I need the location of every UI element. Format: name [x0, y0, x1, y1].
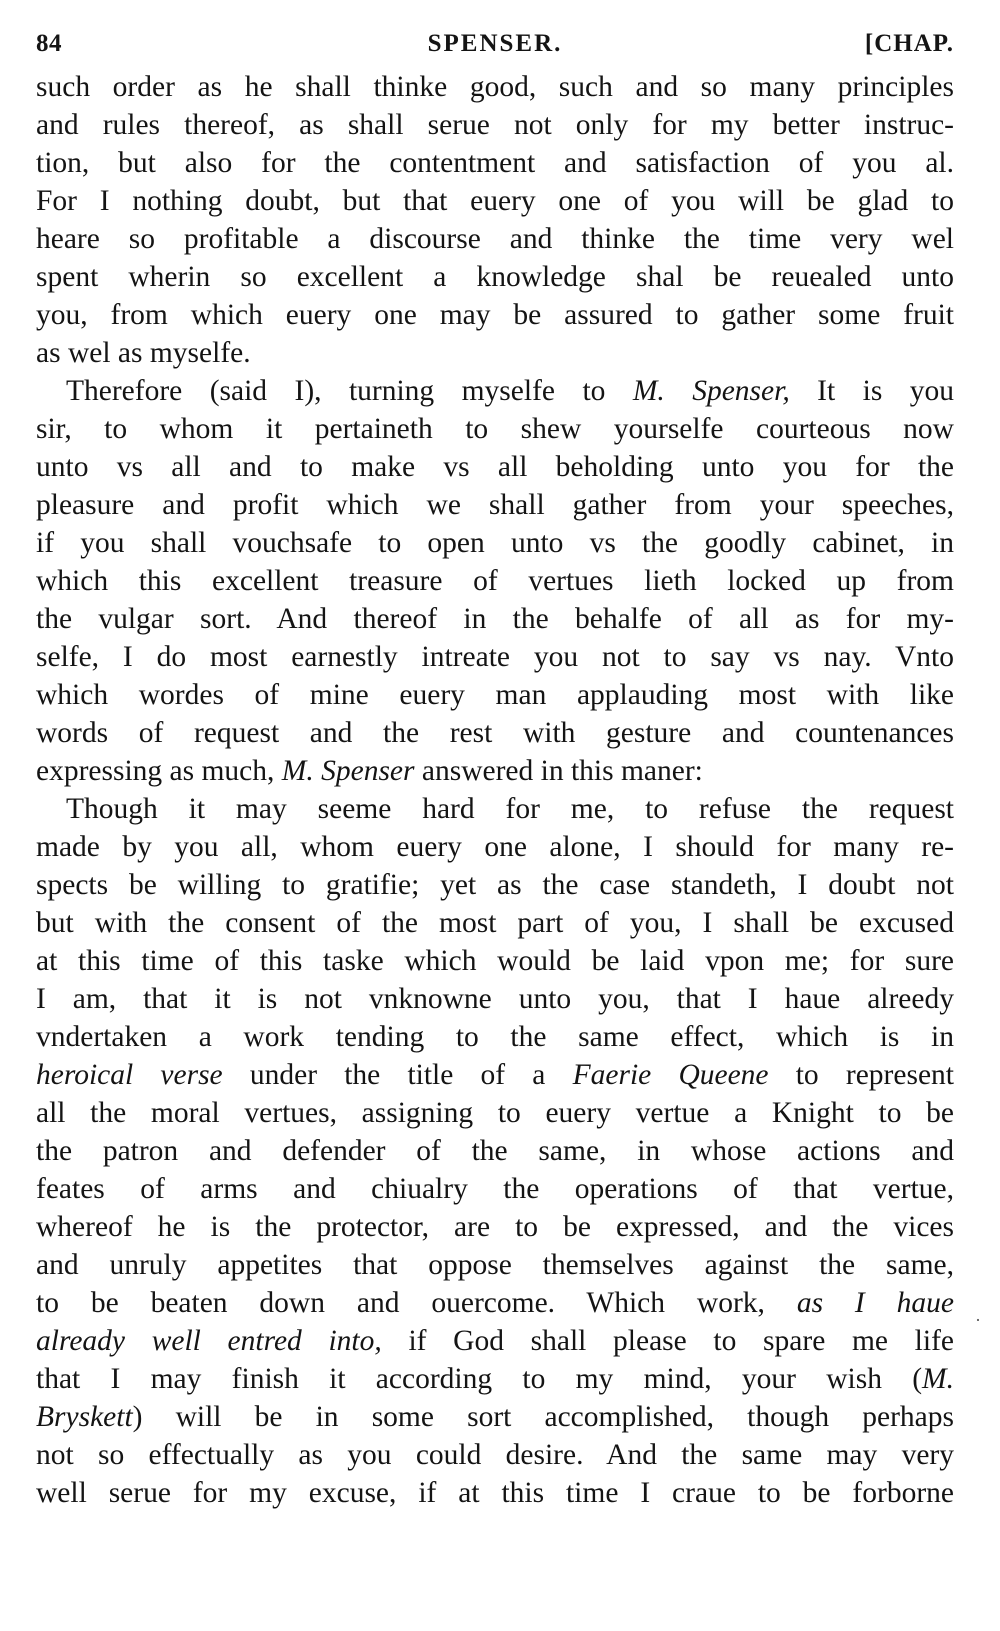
text-line: whereof he is the protector, are to be expressed, and the vices [36, 1211, 954, 1243]
text-line: well serue for my excuse, if at this time I craue to be forborne [36, 1477, 954, 1509]
text-segment: expressing as much, [36, 755, 282, 787]
text-segment: to be beaten down and ouercome. Which work, [36, 1287, 797, 1319]
text-line: at this time of this taske which would be laid vpon me; for sure [36, 945, 954, 977]
text-segment: answered in this maner: [414, 755, 703, 787]
text-segment: ) will be in some sort accomplished, though perhaps [132, 1401, 954, 1433]
text-line: the vulgar sort. And thereof in the behalfe of all as for my- [36, 603, 954, 635]
text-segment: that I may finish it according to my mind, your wish ( [36, 1363, 923, 1395]
text-line [36, 1284, 954, 1322]
text-line: tion, but also for the contentment and satisfaction of you al. [36, 147, 954, 179]
italic-segment: heroical verse [36, 1059, 223, 1091]
text-line: unto vs all and to make vs all beholding unto you for the [36, 451, 954, 483]
running-title: SPENSER. [427, 30, 563, 57]
text-line: I am, that it is not vnknowne unto you, that I haue alreedy [36, 983, 954, 1015]
text-segment: Therefore (said I), turning myselfe to [66, 375, 633, 407]
text-segment: if God shall please to spare me life [381, 1325, 954, 1357]
text-line: if you shall vouchsafe to open unto vs the goodly cabinet, in [36, 527, 954, 559]
text-segment: to represent [768, 1059, 954, 1091]
margin-mark: · [975, 1310, 981, 1330]
body-text [36, 68, 954, 1512]
text-line: vndertaken a work tending to the same effect, which is in [36, 1021, 954, 1053]
text-line [36, 1398, 954, 1436]
text-line: feates of arms and chiualry the operations of that vertue, [36, 1173, 954, 1205]
text-line: sir, to whom it pertaineth to shew yourselfe courteous now [36, 413, 954, 445]
text-line: Though it may seeme hard for me, to refuse the request [66, 793, 954, 825]
text-line: which wordes of mine euery man applauding most with like [36, 679, 954, 711]
text-line: and rules thereof, as shall serue not only for my better instruc- [36, 109, 954, 141]
italic-segment: as I haue [796, 1287, 954, 1319]
text-line: spects be willing to gratifie; yet as the case standeth, I doubt not [36, 869, 954, 901]
text-line: words of request and the rest with gesture and countenances [36, 717, 954, 749]
text-line: such order as he shall thinke good, such and so many principles [36, 71, 954, 103]
text-segment: It is you [789, 375, 955, 407]
text-line: For I nothing doubt, but that euery one of you will be glad to [36, 185, 954, 217]
text-line: as wel as myselfe. [36, 337, 251, 369]
text-line: pleasure and profit which we shall gather from your speeches, [36, 489, 954, 521]
italic-segment: M. Spenser [281, 755, 415, 787]
chapter-marker: [CHAP. [864, 30, 954, 57]
text-line: made by you all, whom euery one alone, I should for many re- [36, 831, 954, 863]
text-line: spent wherin so excellent a knowledge shal be reuealed unto [36, 261, 954, 293]
italic-segment: M. [922, 1363, 954, 1395]
text-line: not so effectually as you could desire. And the same may very [36, 1439, 954, 1471]
italic-segment: Faerie Queene [572, 1059, 769, 1091]
text-line [36, 752, 954, 790]
text-line: but with the consent of the most part of you, I shall be excused [36, 907, 954, 939]
text-line [36, 372, 954, 410]
italic-segment: Bryskett [36, 1401, 133, 1433]
text-line: and unruly appetites that oppose themselves against the same, [36, 1249, 954, 1281]
text-line: all the moral vertues, assigning to euery vertue a Knight to be [36, 1097, 954, 1129]
text-line [36, 1322, 954, 1360]
text-line [36, 1056, 954, 1094]
text-line: the patron and defender of the same, in whose actions and [36, 1135, 954, 1167]
text-line: heare so profitable a discourse and thinke the time very wel [36, 223, 954, 255]
italic-segment: already well entred into, [36, 1325, 382, 1357]
text-segment: under the title of a [222, 1059, 573, 1091]
text-line: which this excellent treasure of vertues lieth locked up from [36, 565, 954, 597]
italic-segment: M. Spenser, [632, 375, 790, 407]
text-line [36, 1360, 954, 1398]
page-number: 84 [36, 30, 62, 57]
text-line: selfe, I do most earnestly intreate you not to say vs nay. Vnto [36, 641, 954, 673]
running-head [36, 24, 954, 68]
text-line: you, from which euery one may be assured to gather some fruit [36, 299, 954, 331]
